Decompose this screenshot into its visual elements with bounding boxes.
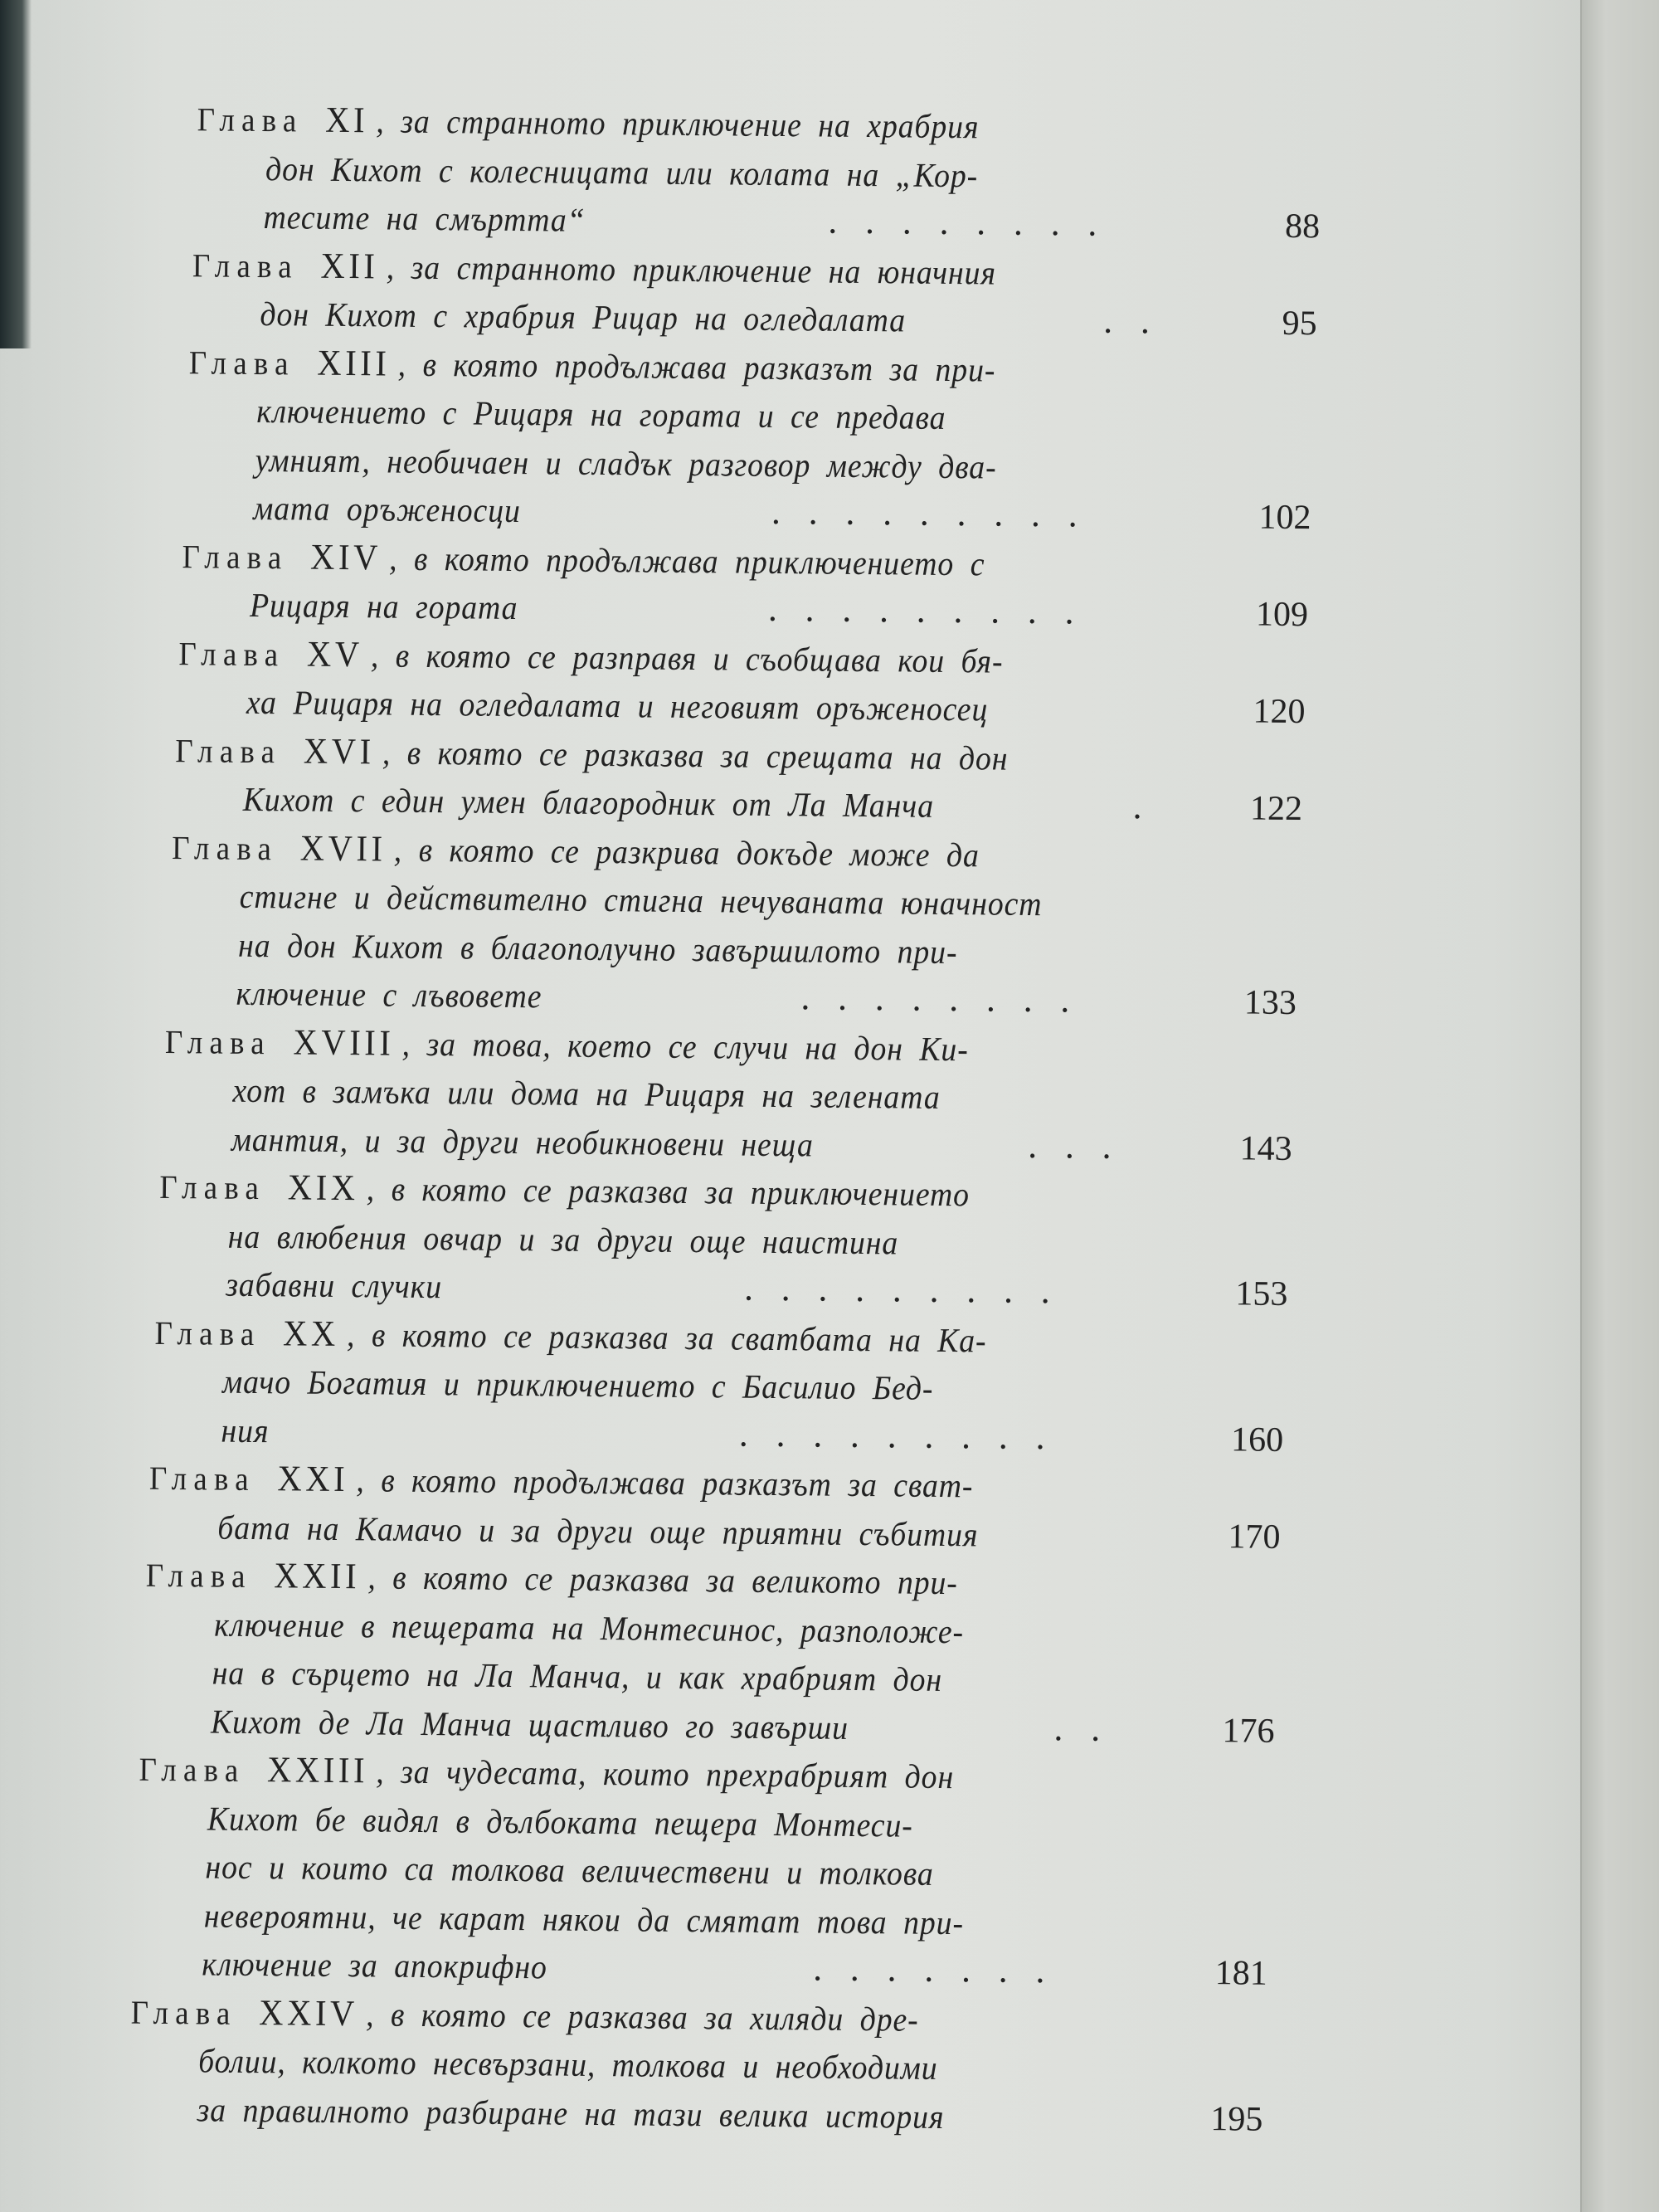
chapter-title-continuation [239, 872, 1042, 928]
chapter-title-text: забавни случки [226, 1264, 443, 1306]
chapter-heading [146, 1551, 959, 1608]
chapter-title-text: , в която се разправя и съобщава кои бя- [370, 635, 1004, 680]
chapter-number: XXII [274, 1555, 361, 1597]
chapter-word: Глава [174, 731, 281, 770]
chapter-title-text: хот в замъка или дома на Рицаря на зелената [232, 1070, 941, 1116]
page-number: 102 [1258, 498, 1311, 538]
chapter-title-text: , в която продължава разказът за при- [397, 344, 996, 389]
page-number: 153 [1235, 1274, 1288, 1313]
chapter-title-continuation [246, 678, 989, 733]
table-of-contents [0, 93, 1576, 2146]
toc-entry [0, 724, 1570, 836]
chapter-heading [178, 629, 1004, 686]
chapter-title-continuation [207, 1794, 912, 1849]
chapter-title-text: Кихот с един умен благородник от Ла Манча [242, 779, 935, 825]
chapter-word: Глава [181, 537, 289, 576]
toc-entry [0, 1743, 1560, 2001]
dot-leader: ......... [770, 493, 1105, 535]
page-number: 133 [1243, 983, 1297, 1023]
chapter-label [159, 1168, 359, 1207]
chapter-title-continuation [217, 1503, 979, 1558]
chapter-title-continuation [260, 290, 906, 344]
dot-leader: . [1131, 788, 1170, 827]
chapter-title-continuation [227, 1211, 898, 1266]
chapter-title-continuation [263, 192, 586, 244]
chapter-title-continuation [214, 1600, 964, 1655]
chapter-title-text: ключението с Рицаря на гората и се предава [256, 391, 946, 436]
chapter-heading [197, 95, 979, 152]
chapter-label [164, 1022, 394, 1062]
chapter-title-text: , в която се разказва за хиляди дре- [365, 1994, 919, 2039]
toc-entry [0, 1306, 1564, 1467]
chapter-number: XV [306, 633, 363, 675]
chapter-title-text: мантия, и за други необикновени неща [231, 1119, 814, 1163]
chapter-label [130, 1993, 358, 2033]
chapter-title-text: , за чудесата, които прехрабрият дон [376, 1752, 955, 1796]
chapter-word: Глава [171, 828, 278, 867]
chapter-heading [164, 1016, 968, 1074]
chapter-label [188, 343, 390, 382]
chapter-word: Глава [139, 1750, 246, 1789]
chapter-heading [154, 1308, 986, 1365]
chapter-label [182, 538, 382, 577]
toc-entry [0, 821, 1569, 1030]
chapter-heading [192, 241, 995, 298]
page-number: 160 [1230, 1420, 1284, 1459]
dot-leader: ......... [742, 1269, 1078, 1312]
toc-entry [0, 93, 1576, 254]
chapter-label [139, 1751, 368, 1791]
chapter-title-continuation [212, 1649, 942, 1704]
chapter-heading [188, 338, 995, 395]
toc-entry [0, 529, 1572, 641]
chapter-label [197, 100, 368, 139]
chapter-title-text: Кихот де Ла Манча щастливо го завърши [210, 1702, 849, 1747]
chapter-word: Глава [159, 1167, 266, 1207]
chapter-label [146, 1557, 361, 1596]
chapter-word: Глава [188, 343, 295, 382]
chapter-title-text: за правилното разбиране на тази велика история [196, 2089, 945, 2136]
dot-leader: ......... [737, 1415, 1073, 1457]
chapter-title-continuation [203, 1891, 964, 1946]
chapter-title-text: болии, колкото несвързани, толкова и необходими [198, 2041, 938, 2087]
dot-leader: ........ [827, 202, 1125, 245]
page-number: 120 [1253, 692, 1306, 732]
chapter-title-text: дон Кихот с храбрия Рицар на огледалата [260, 295, 907, 339]
chapter-title-text: Кихот бе видял в дълбоката пещера Монтеси- [207, 1798, 913, 1844]
chapter-title-text: , в която продължава приключението с [388, 538, 985, 582]
chapter-title-text: , за странното приключение на юначния [386, 246, 996, 292]
page-number: 143 [1239, 1128, 1292, 1168]
chapter-title-continuation [205, 1842, 934, 1898]
chapter-title-continuation [236, 969, 542, 1021]
dot-leader: .. [1102, 302, 1178, 342]
chapter-heading [139, 1745, 954, 1802]
dot-leader: ........ [800, 979, 1097, 1021]
chapter-word: Глава [145, 1556, 252, 1595]
chapter-title-text: стигне и действително стигна нечуваната юначност [239, 876, 1043, 923]
chapter-title-text: , в която се разказва за приключението [366, 1169, 971, 1214]
toc-entry [0, 335, 1574, 544]
chapter-title-text: умният, необичаен и сладък разговор между два- [255, 440, 997, 486]
chapter-number: XIX [287, 1167, 359, 1209]
toc-entry [0, 238, 1574, 350]
page-number: 170 [1228, 1517, 1281, 1557]
chapter-label [192, 246, 378, 285]
chapter-title-continuation [221, 1406, 269, 1454]
chapter-title-text: дон Кихот с колесницата или колата на „Кор- [265, 149, 978, 194]
chapter-heading [149, 1454, 974, 1511]
chapter-word: Глава [153, 1313, 261, 1352]
chapter-title-continuation [237, 920, 957, 976]
chapter-label [175, 732, 375, 771]
dot-leader: .. [1053, 1709, 1128, 1749]
dot-leader: ......... [766, 590, 1102, 632]
chapter-heading [159, 1162, 970, 1220]
chapter-word: Глава [178, 634, 285, 673]
chapter-word: Глава [148, 1459, 256, 1498]
chapter-title-text: , в която се разказва за великото при- [367, 1557, 959, 1602]
chapter-title-continuation [256, 387, 946, 441]
dot-leader: ... [1027, 1127, 1139, 1167]
chapter-title-continuation [231, 1114, 814, 1168]
toc-entry [0, 1549, 1562, 1758]
chapter-number: XX [282, 1312, 339, 1354]
chapter-heading [171, 823, 979, 880]
chapter-title-continuation [253, 484, 521, 535]
chapter-title-text: ключение в пещерата на Монтесинос, разположе- [213, 1605, 964, 1650]
chapter-number: XXI [277, 1458, 349, 1500]
toc-entry [0, 1161, 1566, 1322]
chapter-label [178, 635, 363, 674]
chapter-title-text: Рицаря на гората [249, 585, 518, 627]
chapter-heading [130, 1987, 918, 2044]
chapter-label [154, 1313, 339, 1352]
page-number: 122 [1249, 789, 1303, 829]
chapter-word: Глава [164, 1022, 271, 1061]
chapter-title-text: ключение за апокрифно [202, 1944, 548, 1986]
page-number: 195 [1210, 2099, 1263, 2139]
chapter-title-continuation [250, 581, 518, 632]
adjacent-page-edge [1580, 0, 1659, 2212]
chapter-title-continuation [232, 1066, 941, 1122]
chapter-title-continuation [198, 2036, 938, 2092]
chapter-number: XVII [299, 827, 387, 870]
chapter-title-text: , в която се разказва за сватбата на Ка- [346, 1314, 987, 1359]
chapter-number: XVI [303, 730, 375, 772]
page-number: 95 [1282, 304, 1317, 343]
chapter-title-text: ха Рицаря на огледалата и неговият оръженосец [246, 682, 989, 728]
chapter-title-text: ния [220, 1411, 270, 1449]
page-number: 88 [1284, 207, 1321, 246]
chapter-title-text: мата оръженосци [252, 488, 522, 530]
chapter-word: Глава [130, 1993, 237, 2032]
chapter-title-text: невероятни, че карат някои да смятат това при- [203, 1895, 964, 1942]
chapter-title-continuation [265, 144, 978, 200]
chapter-title-text: ключение с лъвовете [236, 973, 542, 1016]
chapter-title-continuation [255, 435, 996, 490]
chapter-title-continuation [226, 1260, 442, 1311]
chapter-title-continuation [222, 1357, 934, 1413]
chapter-title-text: тесите на смъртта“ [263, 197, 586, 239]
page-number: 181 [1214, 1954, 1267, 1993]
chapter-title-continuation [210, 1697, 848, 1752]
toc-entry [0, 1985, 1558, 2146]
chapter-number: XIII [316, 342, 391, 384]
toc-entry [0, 1452, 1563, 1564]
chapter-heading [175, 726, 1009, 783]
chapter-title-text: , за странното приключение на храбрия [376, 101, 980, 146]
chapter-title-text: мачо Богатия и приключението с Басилио Бед- [221, 1362, 934, 1407]
chapter-label [149, 1459, 349, 1498]
chapter-title-continuation [243, 775, 935, 830]
chapter-title-text: на влюбения овчар и за други още наистина [227, 1216, 898, 1261]
chapter-title-text: на дон Кихот в благополучно завършилото при- [237, 925, 958, 971]
chapter-word: Глава [192, 246, 299, 285]
chapter-word: Глава [197, 100, 304, 139]
chapter-title-text: , в която се разказва за срещата на дон [382, 732, 1009, 777]
chapter-heading [182, 532, 985, 589]
dot-leader: ....... [812, 1950, 1073, 1991]
chapter-title-continuation [202, 1939, 547, 1990]
chapter-title-text: нос и които са толкова величествени и толкова [205, 1847, 934, 1893]
chapter-number: XII [319, 245, 379, 286]
chapter-number: XIV [309, 536, 382, 577]
chapter-title-text: , в която продължава разказът за сват- [356, 1460, 974, 1505]
chapter-label [172, 829, 387, 868]
toc-entry [0, 1015, 1567, 1176]
page-number: 109 [1255, 595, 1309, 635]
chapter-number: XVIII [292, 1021, 395, 1064]
chapter-title-continuation [197, 2085, 944, 2141]
chapter-number: XXIV [258, 1991, 358, 2034]
chapter-number: XI [324, 99, 369, 141]
toc-entry [0, 626, 1571, 738]
chapter-title-text: на в сърцето на Ла Манча, и как храбрият дон [212, 1653, 943, 1698]
chapter-title-text: , в която се разкрива докъде може да [393, 830, 980, 874]
chapter-title-text: бата на Камачо и за други още приятни събития [216, 1508, 979, 1553]
chapter-title-text: , за това, което се случи на дон Ки- [401, 1024, 969, 1068]
chapter-number: XXIII [266, 1749, 369, 1791]
page-number: 176 [1222, 1711, 1275, 1751]
